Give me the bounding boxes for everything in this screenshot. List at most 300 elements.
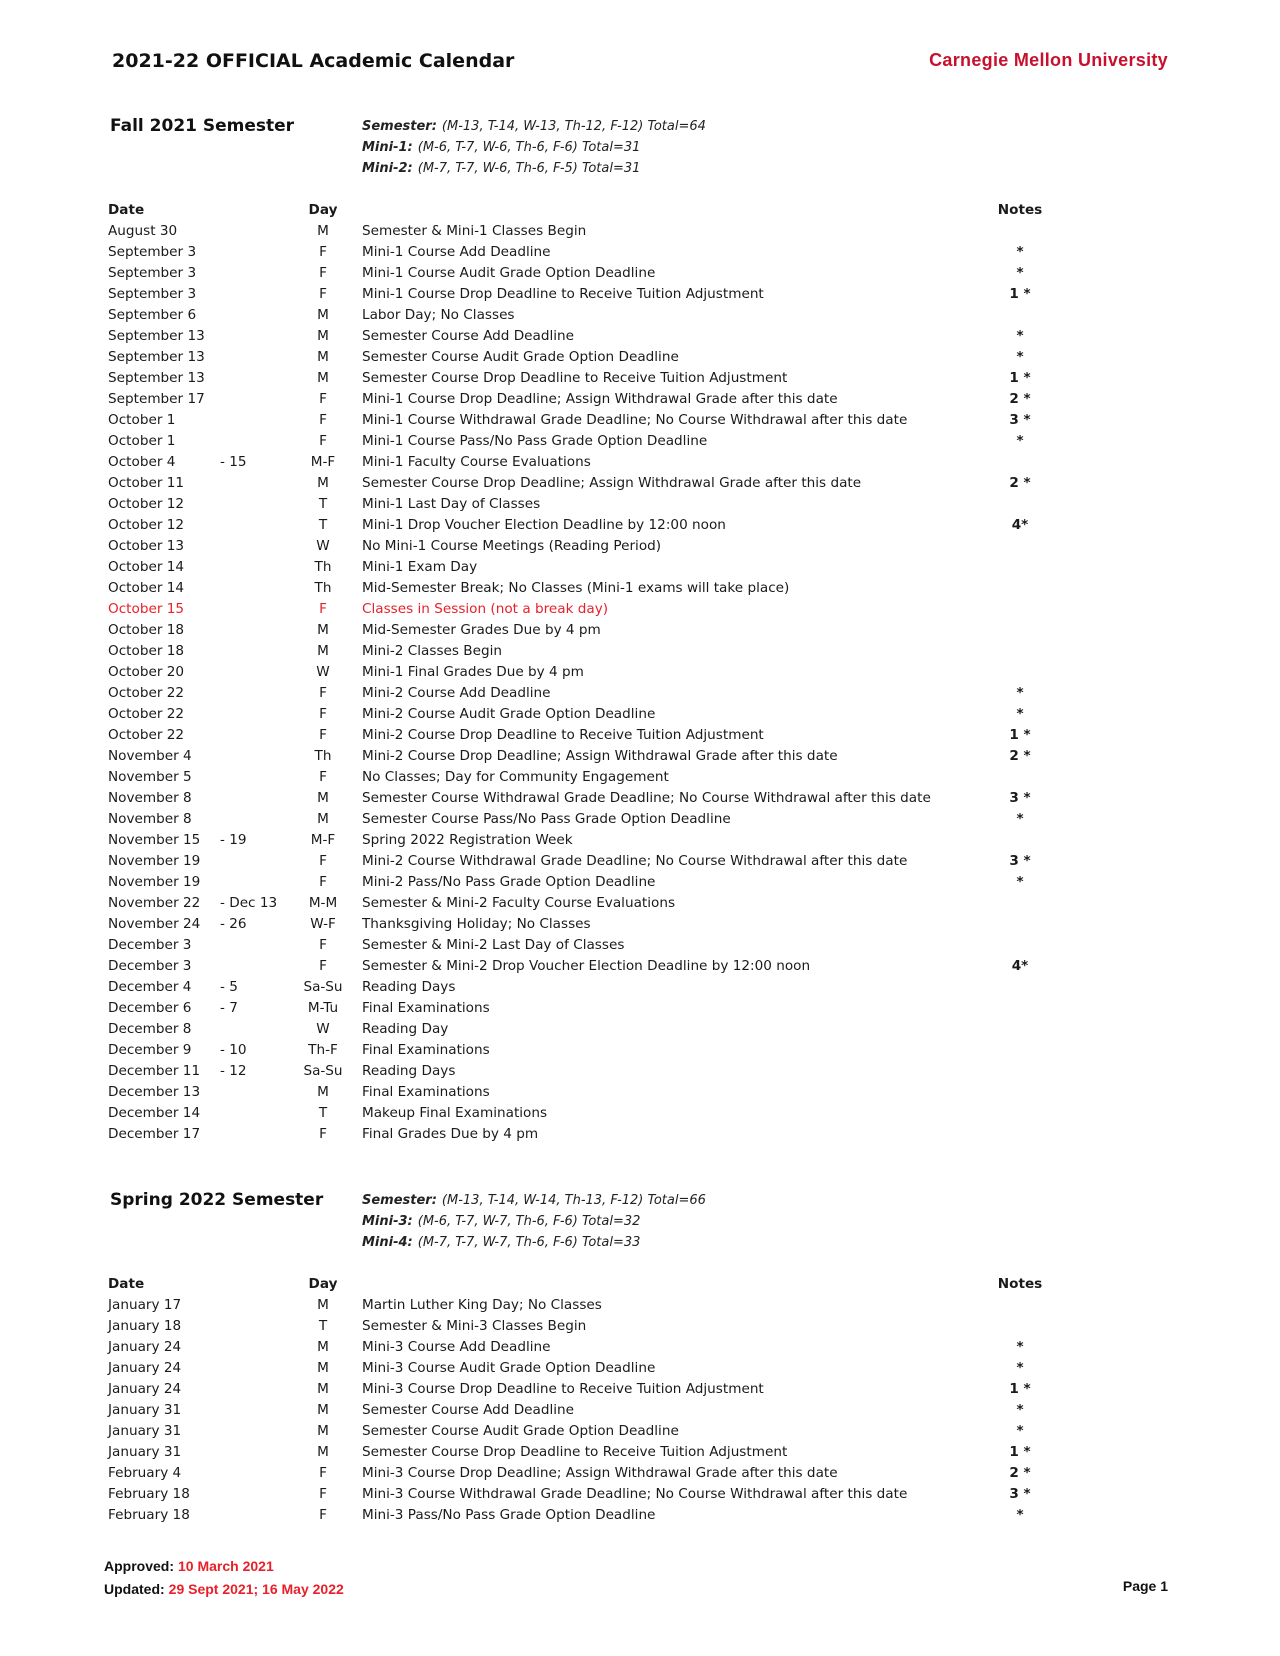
description-cell: Mini-3 Course Add Deadline	[362, 1339, 551, 1355]
description-cell: Mini-2 Classes Begin	[362, 643, 503, 659]
date-cell: December 3	[108, 937, 192, 953]
table-row	[0, 809, 1280, 830]
date-cell: October 4	[108, 454, 176, 470]
table-row	[0, 1400, 1280, 1421]
description-cell: Mid-Semester Break; No Classes (Mini-1 exams will take place)	[362, 580, 790, 596]
description-cell: Final Grades Due by 4 pm	[362, 1126, 539, 1142]
description-cell: Reading Days	[362, 979, 456, 995]
note-cell: 2 *	[1009, 1465, 1031, 1481]
day-cell: W	[316, 538, 330, 554]
table-row	[0, 452, 1280, 473]
table-row	[0, 1358, 1280, 1379]
day-cell: M	[317, 790, 329, 806]
date-cell: December 17	[108, 1126, 201, 1142]
date-cell: October 1	[108, 412, 176, 428]
day-cell: M-Tu	[307, 1000, 339, 1016]
day-cell: M	[317, 1444, 329, 1460]
date-cell: October 18	[108, 622, 185, 638]
table-row	[0, 1484, 1280, 1505]
day-cell: M	[317, 811, 329, 827]
description-cell: Mini-1 Faculty Course Evaluations	[362, 454, 591, 470]
meta-line	[362, 116, 706, 137]
day-cell: F	[319, 433, 327, 449]
date-cell: September 13	[108, 349, 205, 365]
day-cell: M	[317, 370, 329, 386]
description-cell: Mid-Semester Grades Due by 4 pm	[362, 622, 601, 638]
day-cell: W	[316, 664, 330, 680]
description-cell: Mini-2 Course Withdrawal Grade Deadline; No Course Withdrawal after this date	[362, 853, 908, 869]
table-row	[0, 242, 1280, 263]
note-cell: *	[1016, 811, 1024, 827]
day-cell: F	[319, 874, 327, 890]
day-cell: F	[319, 286, 327, 302]
document-title: 2021-22 OFFICIAL Academic Calendar	[112, 50, 515, 72]
date-cell: January 24	[108, 1339, 182, 1355]
day-cell: M	[317, 1402, 329, 1418]
table-row	[0, 326, 1280, 347]
document-footer	[104, 1555, 344, 1601]
meta-line	[362, 158, 706, 179]
note-cell: *	[1016, 685, 1024, 701]
table-row	[0, 746, 1280, 767]
meta-line	[362, 1211, 706, 1232]
date-cell: November 8	[108, 790, 192, 806]
date-cell: January 24	[108, 1381, 182, 1397]
date-cell: January 18	[108, 1318, 182, 1334]
date-cell: October 12	[108, 517, 185, 533]
meta-text: (M-13, T-14, W-14, Th-13, F-12) Total=66	[441, 1193, 706, 1208]
day-cell: W	[316, 1021, 330, 1037]
date-cell: December 13	[108, 1084, 201, 1100]
date-header: Date	[108, 1276, 145, 1292]
table-row	[0, 1421, 1280, 1442]
day-cell: F	[319, 265, 327, 281]
day-header: Day	[308, 202, 338, 218]
description-cell: Mini-3 Course Withdrawal Grade Deadline; No Course Withdrawal after this date	[362, 1486, 908, 1502]
note-cell: *	[1016, 328, 1024, 344]
note-cell: *	[1016, 874, 1024, 890]
note-cell: 3 *	[1009, 790, 1031, 806]
note-cell: 3 *	[1009, 412, 1031, 428]
table-row	[0, 620, 1280, 641]
table-row	[0, 536, 1280, 557]
date-cell: December 11	[108, 1063, 201, 1079]
date-cell: September 3	[108, 265, 197, 281]
table-row	[0, 1442, 1280, 1463]
spring-calendar-table	[0, 1274, 1280, 1526]
day-cell: M-F	[310, 454, 336, 470]
description-cell: No Mini-1 Course Meetings (Reading Period)	[362, 538, 662, 554]
note-cell: *	[1016, 706, 1024, 722]
notes-header: Notes	[997, 1276, 1043, 1292]
date-range-cell: - 7	[220, 1000, 238, 1016]
date-range-cell: - Dec 13	[220, 895, 278, 911]
approved-date: 10 March 2021	[178, 1558, 274, 1574]
date-cell: October 14	[108, 559, 185, 575]
table-row	[0, 725, 1280, 746]
description-cell: Mini-1 Exam Day	[362, 559, 478, 575]
description-cell: Mini-3 Pass/No Pass Grade Option Deadline	[362, 1507, 656, 1523]
meta-label: Mini-2:	[362, 161, 413, 176]
description-cell: Mini-1 Course Add Deadline	[362, 244, 551, 260]
table-row	[0, 956, 1280, 977]
note-cell: 4*	[1011, 958, 1029, 974]
date-range-cell: - 10	[220, 1042, 247, 1058]
table-row	[0, 599, 1280, 620]
date-cell: January 31	[108, 1402, 182, 1418]
description-cell: Martin Luther King Day; No Classes	[362, 1297, 602, 1313]
day-cell: W-F	[310, 916, 336, 932]
note-cell: *	[1016, 1423, 1024, 1439]
table-row	[0, 1103, 1280, 1124]
table-row	[0, 557, 1280, 578]
day-cell: F	[319, 1126, 327, 1142]
day-cell: F	[319, 1507, 327, 1523]
table-row	[0, 515, 1280, 536]
table-row	[0, 1124, 1280, 1145]
description-cell: Semester Course Drop Deadline to Receive Tuition Adjustment	[362, 370, 788, 386]
table-header	[0, 200, 1280, 221]
description-cell: Semester Course Add Deadline	[362, 1402, 575, 1418]
description-cell: Reading Day	[362, 1021, 449, 1037]
note-cell: 1 *	[1009, 727, 1031, 743]
note-cell: *	[1016, 265, 1024, 281]
date-cell: February 4	[108, 1465, 182, 1481]
meta-label: Semester:	[362, 119, 437, 134]
university-name: Carnegie Mellon University	[929, 50, 1168, 70]
note-cell: *	[1016, 349, 1024, 365]
semester-title: Fall 2021 Semester	[110, 116, 295, 136]
table-row	[0, 851, 1280, 872]
description-cell: Mini-2 Pass/No Pass Grade Option Deadline	[362, 874, 656, 890]
note-cell: 1 *	[1009, 1381, 1031, 1397]
description-cell: Semester & Mini-3 Classes Begin	[362, 1318, 587, 1334]
day-cell: M	[317, 223, 329, 239]
description-cell: Semester & Mini-2 Faculty Course Evaluations	[362, 895, 676, 911]
day-cell: F	[319, 685, 327, 701]
table-row	[0, 893, 1280, 914]
table-row	[0, 305, 1280, 326]
description-cell: Mini-3 Course Drop Deadline; Assign Withdrawal Grade after this date	[362, 1465, 838, 1481]
day-cell: M	[317, 475, 329, 491]
meta-text: (M-6, T-7, W-6, Th-6, F-6) Total=31	[417, 140, 641, 155]
day-cell: F	[319, 937, 327, 953]
description-cell: Semester Course Drop Deadline to Receive Tuition Adjustment	[362, 1444, 788, 1460]
date-cell: January 17	[108, 1297, 182, 1313]
day-cell: M	[317, 1381, 329, 1397]
note-cell: 2 *	[1009, 391, 1031, 407]
table-row	[0, 368, 1280, 389]
description-cell: Reading Days	[362, 1063, 456, 1079]
table-row	[0, 1337, 1280, 1358]
meta-line	[362, 1190, 706, 1211]
date-range-cell: - 12	[220, 1063, 247, 1079]
date-cell: November 5	[108, 769, 192, 785]
fall-calendar-table	[0, 200, 1280, 1145]
note-cell: 3 *	[1009, 1486, 1031, 1502]
date-range-cell: - 19	[220, 832, 247, 848]
day-cell: Th-F	[308, 1042, 338, 1058]
table-header	[0, 1274, 1280, 1295]
day-cell: M	[317, 1297, 329, 1313]
note-cell: *	[1016, 433, 1024, 449]
date-cell: September 13	[108, 370, 205, 386]
table-row	[0, 788, 1280, 809]
semester-title: Spring 2022 Semester	[110, 1190, 324, 1210]
date-cell: October 13	[108, 538, 185, 554]
date-cell: December 14	[108, 1105, 201, 1121]
semester-meta	[362, 116, 706, 179]
date-cell: November 15	[108, 832, 201, 848]
table-row	[0, 641, 1280, 662]
date-cell: December 8	[108, 1021, 192, 1037]
meta-label: Semester:	[362, 1193, 437, 1208]
table-row	[0, 767, 1280, 788]
table-row	[0, 431, 1280, 452]
table-row	[0, 1505, 1280, 1526]
date-range-cell: - 5	[220, 979, 238, 995]
day-cell: F	[319, 853, 327, 869]
date-cell: November 22	[108, 895, 201, 911]
description-cell: Semester Course Add Deadline	[362, 328, 575, 344]
date-cell: December 6	[108, 1000, 192, 1016]
day-cell: Th	[314, 559, 332, 575]
description-cell: Semester Course Pass/No Pass Grade Option Deadline	[362, 811, 731, 827]
table-row	[0, 998, 1280, 1019]
day-cell: F	[319, 412, 327, 428]
date-cell: November 4	[108, 748, 192, 764]
meta-label: Mini-3:	[362, 1214, 413, 1229]
description-cell: Mini-1 Final Grades Due by 4 pm	[362, 664, 584, 680]
day-cell: Sa-Su	[303, 1063, 343, 1079]
date-cell: October 1	[108, 433, 176, 449]
date-cell: December 3	[108, 958, 192, 974]
updated-line	[104, 1578, 344, 1601]
description-cell: Mini-2 Course Audit Grade Option Deadline	[362, 706, 656, 722]
description-cell: Spring 2022 Registration Week	[362, 832, 573, 848]
meta-text: (M-7, T-7, W-6, Th-6, F-5) Total=31	[417, 161, 641, 176]
note-cell: 1 *	[1009, 370, 1031, 386]
description-cell: Labor Day; No Classes	[362, 307, 515, 323]
day-cell: Th	[314, 748, 332, 764]
day-cell: F	[319, 769, 327, 785]
date-cell: September 13	[108, 328, 205, 344]
table-row	[0, 578, 1280, 599]
day-cell: Th	[314, 580, 332, 596]
table-row	[0, 473, 1280, 494]
date-range-cell: - 15	[220, 454, 247, 470]
note-cell: 1 *	[1009, 1444, 1031, 1460]
date-cell: October 22	[108, 727, 185, 743]
updated-dates: 29 Sept 2021; 16 May 2022	[168, 1581, 344, 1597]
day-cell: Sa-Su	[303, 979, 343, 995]
date-cell: November 19	[108, 853, 201, 869]
description-cell: Makeup Final Examinations	[362, 1105, 548, 1121]
table-row	[0, 1019, 1280, 1040]
date-cell: November 19	[108, 874, 201, 890]
note-cell: 1 *	[1009, 286, 1031, 302]
day-cell: F	[319, 706, 327, 722]
table-row	[0, 347, 1280, 368]
note-cell: 2 *	[1009, 475, 1031, 491]
day-cell: F	[319, 1486, 327, 1502]
description-cell: Mini-1 Drop Voucher Election Deadline by 12:00 noon	[362, 517, 726, 533]
meta-text: (M-13, T-14, W-13, Th-12, F-12) Total=64	[441, 119, 706, 134]
date-cell: October 18	[108, 643, 185, 659]
note-cell: *	[1016, 1360, 1024, 1376]
day-cell: F	[319, 601, 327, 617]
day-cell: F	[319, 958, 327, 974]
day-cell: M-F	[310, 832, 336, 848]
day-cell: T	[318, 517, 328, 533]
description-cell: No Classes; Day for Community Engagement	[362, 769, 669, 785]
day-cell: M	[317, 1339, 329, 1355]
table-row	[0, 704, 1280, 725]
date-cell: October 14	[108, 580, 185, 596]
day-cell: M	[317, 307, 329, 323]
description-cell: Mini-1 Course Audit Grade Option Deadline	[362, 265, 656, 281]
day-cell: M-M	[308, 895, 338, 911]
table-row	[0, 494, 1280, 515]
description-cell: Semester Course Audit Grade Option Deadline	[362, 349, 679, 365]
date-cell: January 31	[108, 1423, 182, 1439]
day-cell: M	[317, 622, 329, 638]
table-row	[0, 1463, 1280, 1484]
day-cell: M	[317, 643, 329, 659]
description-cell: Mini-1 Course Withdrawal Grade Deadline; No Course Withdrawal after this date	[362, 412, 908, 428]
approved-line	[104, 1555, 344, 1578]
description-cell: Semester & Mini-2 Last Day of Classes	[362, 937, 625, 953]
date-cell: October 15	[108, 601, 185, 617]
table-row	[0, 1379, 1280, 1400]
description-cell: Mini-3 Course Audit Grade Option Deadline	[362, 1360, 656, 1376]
day-cell: M	[317, 328, 329, 344]
document-header	[0, 50, 1280, 76]
table-row	[0, 830, 1280, 851]
note-cell: *	[1016, 1507, 1024, 1523]
note-cell: 3 *	[1009, 853, 1031, 869]
description-cell: Classes in Session (not a break day)	[362, 601, 609, 617]
approved-label: Approved:	[104, 1558, 174, 1574]
date-cell: September 6	[108, 307, 197, 323]
description-cell: Mini-1 Last Day of Classes	[362, 496, 541, 512]
date-cell: January 24	[108, 1360, 182, 1376]
day-cell: M	[317, 1360, 329, 1376]
table-row	[0, 977, 1280, 998]
note-cell: 2 *	[1009, 748, 1031, 764]
description-cell: Semester & Mini-1 Classes Begin	[362, 223, 587, 239]
description-cell: Mini-1 Course Drop Deadline to Receive Tuition Adjustment	[362, 286, 764, 302]
table-row	[0, 1316, 1280, 1337]
page-number: Page 1	[1122, 1578, 1168, 1594]
date-cell: September 3	[108, 244, 197, 260]
date-range-cell: - 26	[220, 916, 247, 932]
date-cell: October 12	[108, 496, 185, 512]
note-cell: *	[1016, 1402, 1024, 1418]
date-cell: February 18	[108, 1507, 190, 1523]
note-cell: *	[1016, 1339, 1024, 1355]
description-cell: Final Examinations	[362, 1042, 490, 1058]
table-row	[0, 284, 1280, 305]
day-cell: T	[318, 1318, 328, 1334]
table-row	[0, 1061, 1280, 1082]
date-cell: December 9	[108, 1042, 192, 1058]
description-cell: Mini-3 Course Drop Deadline to Receive Tuition Adjustment	[362, 1381, 764, 1397]
table-row	[0, 263, 1280, 284]
day-cell: T	[318, 1105, 328, 1121]
description-cell: Mini-1 Course Pass/No Pass Grade Option Deadline	[362, 433, 708, 449]
day-header: Day	[308, 1276, 338, 1292]
table-row	[0, 1295, 1280, 1316]
day-cell: M	[317, 349, 329, 365]
date-cell: December 4	[108, 979, 192, 995]
date-cell: October 22	[108, 706, 185, 722]
day-cell: F	[319, 727, 327, 743]
meta-text: (M-6, T-7, W-7, Th-6, F-6) Total=32	[417, 1214, 641, 1229]
description-cell: Final Examinations	[362, 1000, 490, 1016]
description-cell: Mini-2 Course Drop Deadline to Receive Tuition Adjustment	[362, 727, 764, 743]
meta-label: Mini-4:	[362, 1235, 413, 1250]
description-cell: Semester Course Audit Grade Option Deadline	[362, 1423, 679, 1439]
date-cell: October 11	[108, 475, 185, 491]
table-row	[0, 662, 1280, 683]
updated-label: Updated:	[104, 1581, 165, 1597]
description-cell: Semester Course Withdrawal Grade Deadline; No Course Withdrawal after this date	[362, 790, 931, 806]
date-cell: February 18	[108, 1486, 190, 1502]
day-cell: F	[319, 1465, 327, 1481]
date-cell: November 24	[108, 916, 201, 932]
date-cell: November 8	[108, 811, 192, 827]
description-cell: Final Examinations	[362, 1084, 490, 1100]
description-cell: Thanksgiving Holiday; No Classes	[362, 916, 591, 932]
meta-line	[362, 1232, 706, 1253]
table-row	[0, 221, 1280, 242]
date-cell: October 20	[108, 664, 185, 680]
date-cell: September 17	[108, 391, 205, 407]
meta-label: Mini-1:	[362, 140, 413, 155]
table-row	[0, 935, 1280, 956]
date-header: Date	[108, 202, 145, 218]
meta-text: (M-7, T-7, W-7, Th-6, F-6) Total=33	[417, 1235, 641, 1250]
description-cell: Mini-2 Course Add Deadline	[362, 685, 551, 701]
description-cell: Semester Course Drop Deadline; Assign Withdrawal Grade after this date	[362, 475, 862, 491]
description-cell: Mini-2 Course Drop Deadline; Assign Withdrawal Grade after this date	[362, 748, 838, 764]
table-row	[0, 1040, 1280, 1061]
table-row	[0, 389, 1280, 410]
day-cell: M	[317, 1423, 329, 1439]
day-cell: F	[319, 391, 327, 407]
note-cell: *	[1016, 244, 1024, 260]
description-cell: Semester & Mini-2 Drop Voucher Election Deadline by 12:00 noon	[362, 958, 811, 974]
notes-header: Notes	[997, 202, 1043, 218]
table-row	[0, 410, 1280, 431]
meta-line	[362, 137, 706, 158]
date-cell: September 3	[108, 286, 197, 302]
description-cell: Mini-1 Course Drop Deadline; Assign Withdrawal Grade after this date	[362, 391, 838, 407]
semester-meta	[362, 1190, 706, 1253]
day-cell: T	[318, 496, 328, 512]
date-cell: August 30	[108, 223, 178, 239]
day-cell: F	[319, 244, 327, 260]
table-row	[0, 872, 1280, 893]
note-cell: 4*	[1011, 517, 1029, 533]
date-cell: January 31	[108, 1444, 182, 1460]
table-row	[0, 914, 1280, 935]
table-row	[0, 683, 1280, 704]
date-cell: October 22	[108, 685, 185, 701]
day-cell: M	[317, 1084, 329, 1100]
table-row	[0, 1082, 1280, 1103]
